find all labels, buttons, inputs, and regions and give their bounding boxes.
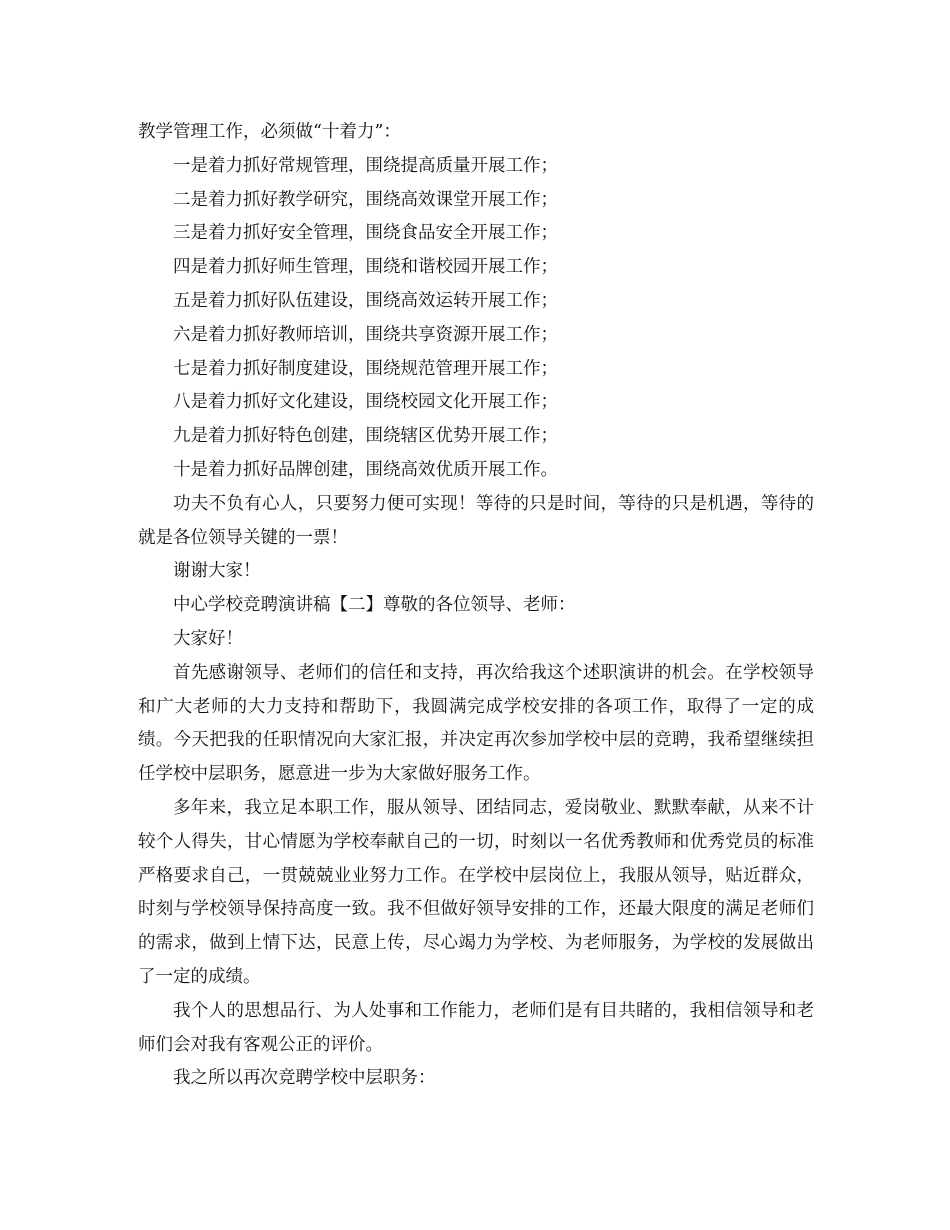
paragraph: 首先感谢领导、老师们的信任和支持，再次给我这个述职演讲的机会。在学校领导和广大老师的大力支持和帮助下，我圆满完成学校安排的各项工作，取得了一定的成绩。今天把我的任职情况向大家汇报，并决定再次参加学校中层的竞聘，我希望继续担任学校中层职务，愿意进一步为大家做好服务工作。 bbox=[138, 662, 814, 785]
greeting: 大家好！ bbox=[173, 628, 243, 649]
paragraph: 教学管理工作，必须做“十着力”： bbox=[138, 122, 401, 142]
list-item: 五是着力抓好队伍建设，围绕高效运转开展工作； bbox=[173, 290, 558, 311]
list-item: 二是着力抓好教学研究，围绕高效课堂开展工作； bbox=[173, 189, 558, 210]
list-item: 十是着力抓好品牌创建，围绕高效优质开展工作。 bbox=[173, 459, 558, 480]
list-item: 四是着力抓好师生管理，围绕和谐校园开展工作； bbox=[173, 257, 558, 278]
list-item: 九是着力抓好特色创建，围绕辖区优势开展工作； bbox=[173, 426, 558, 447]
list-item: 七是着力抓好制度建设，围绕规范管理开展工作； bbox=[173, 358, 558, 379]
list-item: 三是着力抓好安全管理，围绕食品安全开展工作； bbox=[173, 223, 558, 244]
paragraph: 谢谢大家！ bbox=[173, 561, 261, 582]
list-item: 一是着力抓好常规管理，围绕提高质量开展工作； bbox=[173, 155, 558, 176]
list-item: 六是着力抓好教师培训，围绕共享资源开展工作； bbox=[173, 324, 558, 345]
paragraph: 我之所以再次竞聘学校中层职务： bbox=[173, 1068, 436, 1089]
document-body bbox=[138, 116, 814, 1096]
list-item: 八是着力抓好文化建设，围绕校园文化开展工作； bbox=[173, 392, 558, 413]
section-heading: 中心学校竞聘演讲稿【二】尊敬的各位领导、老师： bbox=[173, 595, 576, 616]
paragraph: 我个人的思想品行、为人处事和工作能力，老师们是有目共睹的，我相信领导和老师们会对我有客观公正的评价。 bbox=[138, 1000, 814, 1055]
paragraph: 多年来，我立足本职工作，服从领导、团结同志，爱岗敬业、默默奉献，从来不计较个人得失，甘心情愿为学校奉献自己的一切，时刻以一名优秀教师和优秀党员的标准严格要求自己，一贯兢兢业业努力工作。在学校中层岗位上，我服从领导，贴近群众，时刻与学校领导保持高度一致。我不但做好领导安排的工作，还最大限度的满足老师们的需求，做到上情下达，民意上传，尽心竭力为学校、为老师服务，为学校的发展做出了一定的成绩。 bbox=[138, 797, 814, 987]
paragraph: 功夫不负有心人，只要努力便可实现！等待的只是时间，等待的只是机遇，等待的就是各位领导关键的一票！ bbox=[138, 493, 814, 548]
